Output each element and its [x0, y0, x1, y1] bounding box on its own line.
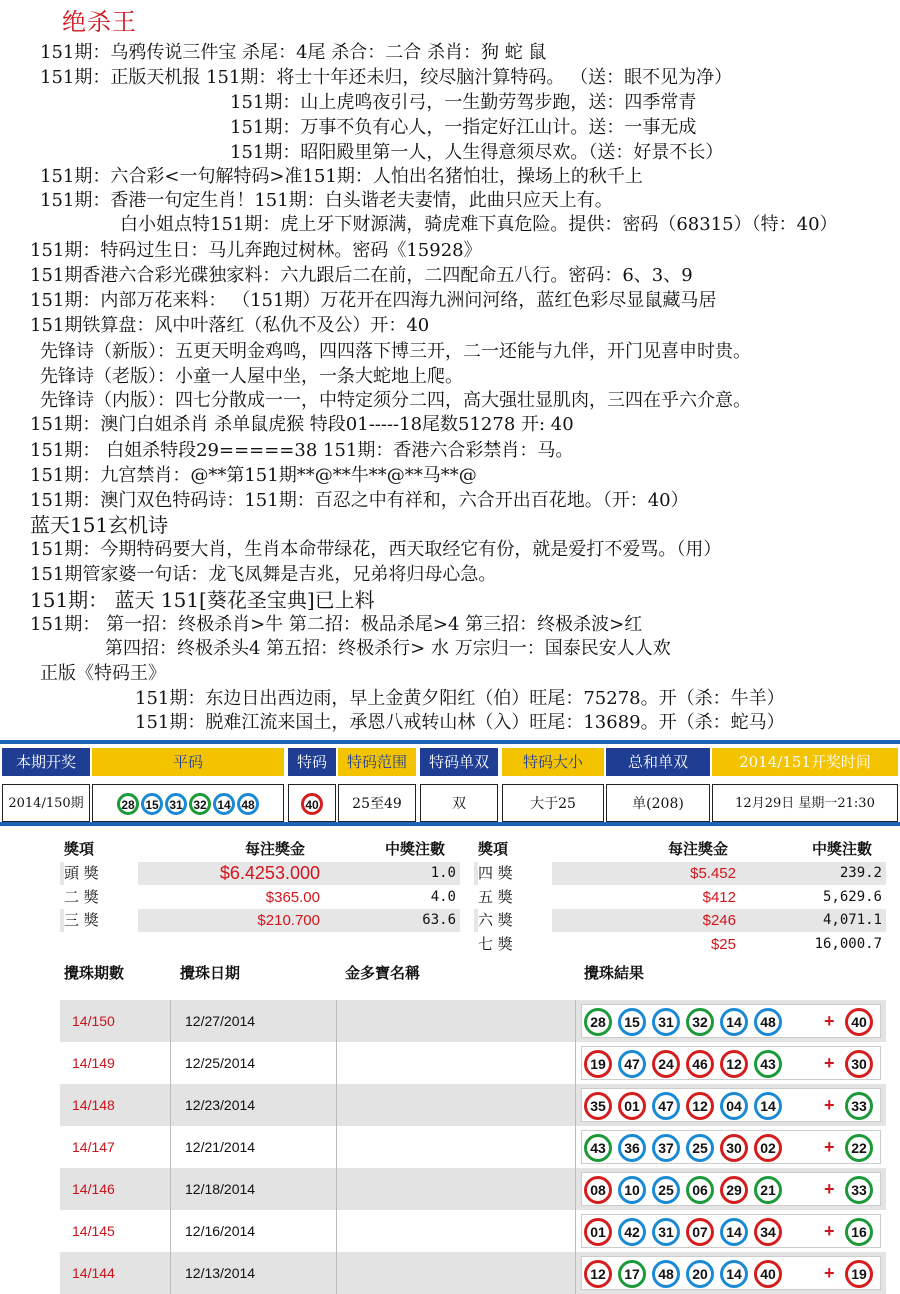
column-divider — [575, 1000, 576, 1042]
plus-sign: + — [824, 1095, 835, 1115]
column-divider — [170, 1168, 171, 1210]
prediction-line: 正版《特码王》 — [40, 663, 166, 684]
prize-name: 七 獎 — [478, 933, 552, 956]
history-ball: 29 — [720, 1176, 748, 1204]
history-ball: 30 — [720, 1134, 748, 1162]
history-date: 12/16/2014 — [185, 1223, 256, 1239]
history-result-balls — [581, 1088, 881, 1122]
history-result-balls — [581, 1172, 881, 1206]
header-special-range: 特码范围 — [338, 748, 416, 776]
history-date: 12/25/2014 — [185, 1055, 256, 1071]
history-ball: 14 — [720, 1260, 748, 1288]
history-ball: 31 — [652, 1218, 680, 1246]
prediction-line: 151期：六合彩<一句解特码>准151期：人怕出名猪怕壮，操场上的秋千上 — [40, 166, 643, 187]
prize-count: 5,629.6 — [822, 888, 882, 905]
prize-name: 頭 獎 — [64, 862, 138, 885]
history-period: 14/147 — [72, 1139, 115, 1155]
prize-row — [474, 862, 886, 885]
history-date: 12/21/2014 — [185, 1139, 256, 1155]
history-period: 14/148 — [72, 1097, 115, 1113]
history-ball: 14 — [754, 1092, 782, 1120]
history-ball: 36 — [618, 1134, 646, 1162]
history-ball: 08 — [584, 1176, 612, 1204]
history-row — [60, 1252, 886, 1294]
prize-amount: $5.452 — [690, 865, 736, 882]
history-ball: 31 — [652, 1008, 680, 1036]
history-ball: 01 — [584, 1218, 612, 1246]
history-ball: 43 — [584, 1134, 612, 1162]
history-ball: 02 — [754, 1134, 782, 1162]
prize-name: 六 獎 — [478, 909, 552, 932]
prediction-line: 先锋诗（新版）：五更天明金鸡鸣，四四落下博三开，二一还能与九伴，开门见喜申时贵。 — [40, 341, 751, 362]
prize-count: 239.2 — [839, 865, 882, 881]
prize-name: 五 獎 — [478, 886, 552, 909]
history-header-period: 攪珠期數 — [64, 964, 125, 982]
history-ball: 04 — [720, 1092, 748, 1120]
history-ball: 12 — [720, 1050, 748, 1078]
history-ball: 20 — [686, 1260, 714, 1288]
history-period: 14/150 — [72, 1013, 115, 1029]
history-special-ball: 22 — [845, 1134, 873, 1162]
history-special-ball: 16 — [845, 1218, 873, 1246]
plus-sign: + — [824, 1221, 835, 1241]
column-divider — [575, 1168, 576, 1210]
prediction-line: 151期：澳门双色特码诗：151期：百忍之中有祥和，六合开出百花地。（开：40） — [30, 490, 689, 511]
special-ball-cell — [288, 784, 336, 822]
history-ball: 14 — [720, 1008, 748, 1036]
prediction-line: 151期：万事不负有心人，一指定好江山计。送：一事无成 — [230, 117, 697, 138]
history-special-ball: 30 — [845, 1050, 873, 1078]
prediction-line: 151期：正版天机报 151期：将士十年还未归，绞尽脑汁算特码。 （送：眼不见为净） — [40, 67, 733, 88]
history-ball: 35 — [584, 1092, 612, 1120]
column-divider — [575, 1084, 576, 1126]
prediction-line: 151期：脱难江流来国土，承恩八戒转山林（入）旺尾：13689。开（杀：蛇马） — [135, 712, 785, 733]
prediction-line: 蓝天151玄机诗 — [30, 513, 169, 537]
prize-count: 16,000.7 — [814, 935, 882, 952]
prediction-line: 151期管家婆一句话：龙飞凤舞是吉兆，兄弟将归母心急。 — [30, 564, 497, 585]
special-range-value: 25至49 — [338, 784, 416, 822]
history-row — [60, 1042, 886, 1084]
plus-sign: + — [824, 1011, 835, 1031]
prediction-line: 151期：昭阳殿里第一人，人生得意须尽欢。（送：好景不长） — [230, 142, 724, 163]
history-ball: 48 — [652, 1260, 680, 1288]
history-ball: 07 — [686, 1218, 714, 1246]
prediction-line: 151期：东边日出西边雨，早上金黄夕阳红（伯）旺尾：75278。开（杀：牛羊） — [135, 688, 785, 709]
history-ball: 34 — [754, 1218, 782, 1246]
prediction-line: 151期：特码过生日：马儿奔跑过树林。密码《15928》 — [30, 240, 482, 261]
column-divider — [336, 1210, 337, 1252]
history-period: 14/146 — [72, 1181, 115, 1197]
history-period: 14/149 — [72, 1055, 115, 1071]
history-special-ball: 33 — [845, 1176, 873, 1204]
history-special-ball: 33 — [845, 1092, 873, 1120]
prediction-line: 151期铁算盘：风中叶落红（私仇不及公）开：40 — [30, 315, 430, 336]
history-result-balls — [581, 1046, 881, 1080]
prize-header-amount-right: 每注獎金 — [668, 840, 729, 858]
header-current-draw: 本期开奖 — [2, 748, 90, 776]
history-ball: 19 — [584, 1050, 612, 1078]
number-ball: 31 — [165, 793, 187, 815]
prediction-line: 151期：九宫禁肖：@**第151期**@**牛**@**马**@ — [30, 465, 477, 486]
plus-sign: + — [824, 1053, 835, 1073]
history-header-pool: 金多寶名稱 — [345, 964, 421, 982]
sum-oddeven-value: 单(208) — [606, 784, 710, 822]
history-ball: 12 — [584, 1260, 612, 1288]
history-ball: 10 — [618, 1176, 646, 1204]
prize-amount: $25 — [710, 935, 736, 953]
prediction-line: 白小姐点特151期：虎上牙下财源满，骑虎难下真危险。提供：密码（68315）（特：40） — [120, 214, 838, 235]
prize-row — [60, 862, 460, 885]
prediction-line: 151期：乌鸦传说三件宝 杀尾：4尾 杀合：二合 杀肖：狗 蛇 鼠 — [40, 42, 547, 63]
special-size-value: 大于25 — [502, 784, 604, 822]
prize-count: 4.0 — [430, 888, 456, 905]
history-period: 14/144 — [72, 1265, 115, 1281]
history-ball: 15 — [618, 1008, 646, 1036]
history-header-result: 攪珠結果 — [584, 964, 645, 982]
prediction-line: 151期： 第一招：终极杀肖>牛 第二招：极品杀尾>4 第三招：终极杀波>红 — [30, 614, 643, 635]
history-ball: 42 — [618, 1218, 646, 1246]
history-ball: 47 — [652, 1092, 680, 1120]
history-row — [60, 1210, 886, 1252]
prize-row — [60, 909, 460, 932]
prediction-line: 151期： 白姐杀特段29=====38 151期：香港六合彩禁肖：马。 — [30, 440, 574, 461]
history-result-balls — [581, 1130, 881, 1164]
draw-result-table — [0, 740, 900, 826]
history-ball: 40 — [754, 1260, 782, 1288]
history-row — [60, 1168, 886, 1210]
column-divider — [575, 1210, 576, 1252]
prize-header-name-left: 獎項 — [64, 840, 95, 858]
history-date: 12/23/2014 — [185, 1097, 256, 1113]
history-ball: 43 — [754, 1050, 782, 1078]
prediction-line: 先锋诗（老版）：小童一人屋中坐，一条大蛇地上爬。 — [40, 366, 463, 387]
history-ball: 48 — [754, 1008, 782, 1036]
history-date: 12/27/2014 — [185, 1013, 256, 1029]
plus-sign: + — [824, 1263, 835, 1283]
history-ball: 14 — [720, 1218, 748, 1246]
history-row — [60, 1126, 886, 1168]
prize-row — [60, 886, 460, 909]
column-divider — [170, 1000, 171, 1042]
column-divider — [170, 1126, 171, 1168]
column-divider — [170, 1084, 171, 1126]
draw-time-value: 12月29日 星期一21:30 — [712, 784, 898, 822]
history-result-balls — [581, 1256, 881, 1290]
history-row — [60, 1084, 886, 1126]
plus-sign: + — [824, 1179, 835, 1199]
history-header-date: 攪珠日期 — [180, 964, 241, 982]
column-divider — [336, 1000, 337, 1042]
plus-sign: + — [824, 1137, 835, 1157]
prize-name: 三 獎 — [64, 909, 138, 932]
header-sum-oddeven: 总和单双 — [606, 748, 710, 776]
column-divider — [336, 1042, 337, 1084]
page-title: 绝杀王 — [62, 8, 137, 36]
history-result-balls — [581, 1004, 881, 1038]
history-ball: 32 — [686, 1008, 714, 1036]
number-ball: 14 — [213, 793, 235, 815]
column-divider — [336, 1084, 337, 1126]
history-ball: 46 — [686, 1050, 714, 1078]
draw-period: 2014/150期 — [2, 784, 90, 822]
regular-balls — [92, 784, 284, 822]
header-special-number: 特码 — [288, 748, 336, 776]
prize-header-count-right: 中獎注數 — [812, 840, 873, 858]
history-ball: 25 — [686, 1134, 714, 1162]
prize-row — [474, 933, 886, 956]
history-row — [60, 1000, 886, 1042]
prediction-line: 151期：澳门白姐杀肖 杀单鼠虎猴 特段01-----18尾数51278 开: 40 — [30, 414, 574, 435]
prize-amount: $246 — [702, 912, 736, 929]
column-divider — [336, 1168, 337, 1210]
prediction-line: 151期：今期特码要大肖，生肖本命带绿花，西天取经它有份，就是爱打不爱骂。（用） — [30, 539, 722, 560]
prize-name: 二 獎 — [64, 886, 138, 909]
history-date: 12/18/2014 — [185, 1181, 256, 1197]
number-ball: 15 — [141, 793, 163, 815]
prediction-line: 151期：内部万花来料： （151期）万花开在四海九洲问河络，蓝红色彩尽显鼠藏马居 — [30, 290, 717, 311]
history-ball: 01 — [618, 1092, 646, 1120]
column-divider — [575, 1252, 576, 1294]
history-ball: 37 — [652, 1134, 680, 1162]
history-period: 14/145 — [72, 1223, 115, 1239]
prize-amount: $365.00 — [265, 888, 320, 906]
history-ball: 06 — [686, 1176, 714, 1204]
history-ball: 24 — [652, 1050, 680, 1078]
prize-count: 4,071.1 — [822, 912, 882, 928]
history-date: 12/13/2014 — [185, 1265, 256, 1281]
prediction-line: 151期：香港一句定生肖！151期：白头谐老夫妻情，此曲只应天上有。 — [40, 190, 613, 211]
prize-amount: $412 — [702, 888, 736, 906]
number-ball: 48 — [237, 793, 259, 815]
history-special-ball: 19 — [845, 1260, 873, 1288]
column-divider — [170, 1210, 171, 1252]
prize-name: 四 獎 — [478, 862, 552, 885]
prize-header-amount-left: 每注獎金 — [245, 840, 306, 858]
history-ball: 12 — [686, 1092, 714, 1120]
history-ball: 21 — [754, 1176, 782, 1204]
prediction-line: 先锋诗（内版）：四七分散成一一，中特定须分二四，高大强壮显肌肉，三四在乎六介意。 — [40, 390, 751, 411]
prize-header-name-right: 獎項 — [478, 840, 509, 858]
prize-header-count-left: 中獎注數 — [385, 840, 446, 858]
column-divider — [170, 1042, 171, 1084]
column-divider — [336, 1252, 337, 1294]
prize-amount: $210.700 — [257, 912, 320, 929]
header-special-oddeven: 特码单双 — [420, 748, 498, 776]
prize-row — [474, 886, 886, 909]
history-ball: 25 — [652, 1176, 680, 1204]
header-special-size: 特码大小 — [502, 748, 604, 776]
number-ball: 28 — [117, 793, 139, 815]
number-ball: 32 — [189, 793, 211, 815]
column-divider — [575, 1126, 576, 1168]
prize-count: 1.0 — [430, 865, 456, 881]
column-divider — [575, 1042, 576, 1084]
prediction-line: 第四招：终极杀头4 第五招：终极杀行> 水 万宗归一：国泰民安人人欢 — [105, 638, 671, 659]
special-number-ball: 40 — [301, 793, 323, 815]
prediction-line: 151期香港六合彩光碟独家料：六九跟后二在前，二四配命五八行。密码：6、3、9 — [30, 265, 693, 286]
header-draw-time: 2014/151开奖时间 — [712, 748, 898, 776]
prediction-line: 151期： 蓝天 151[葵花圣宝典]已上料 — [30, 588, 375, 612]
prize-amount: $6.4253.000 — [219, 863, 320, 883]
header-regular-numbers: 平码 — [92, 748, 284, 776]
history-ball: 28 — [584, 1008, 612, 1036]
column-divider — [170, 1252, 171, 1294]
prize-row — [474, 909, 886, 932]
history-ball: 47 — [618, 1050, 646, 1078]
prize-count: 63.6 — [422, 912, 456, 928]
prediction-line: 151期：山上虎鸣夜引弓，一生勤劳驾步跑，送：四季常青 — [230, 92, 697, 113]
history-result-balls — [581, 1214, 881, 1248]
column-divider — [336, 1126, 337, 1168]
history-ball: 17 — [618, 1260, 646, 1288]
history-special-ball: 40 — [845, 1008, 873, 1036]
special-oddeven-value: 双 — [420, 784, 498, 822]
